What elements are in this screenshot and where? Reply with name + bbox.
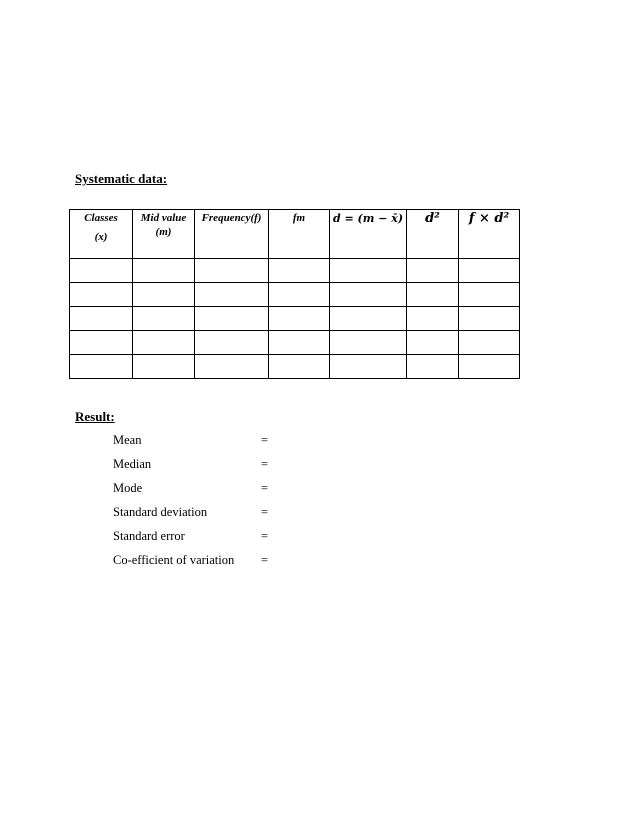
table-cell — [195, 283, 269, 307]
header-f-times-d-squared — [459, 210, 520, 259]
table-cell — [330, 283, 407, 307]
result-item-median — [113, 457, 313, 481]
result-item-coefficient-of-variation — [113, 553, 313, 577]
systematic-data-table — [69, 209, 520, 379]
header-deviation — [330, 210, 407, 259]
header-frequency — [195, 210, 269, 259]
table-cell — [195, 355, 269, 379]
equals-sign: = — [261, 433, 269, 447]
result-item-mode — [113, 481, 313, 505]
table-cell — [459, 331, 520, 355]
table-cell — [133, 331, 195, 355]
systematic-data-heading: Systematic data: — [75, 171, 168, 186]
header-fm-label: fm — [292, 212, 306, 224]
header-fm — [269, 210, 330, 259]
table-cell — [407, 283, 459, 307]
table-cell — [330, 331, 407, 355]
header-d-squared — [407, 210, 459, 259]
table-cell — [330, 307, 407, 331]
table-body — [70, 259, 520, 379]
table-cell — [133, 307, 195, 331]
header-classes-line1: Classes — [84, 212, 118, 224]
header-classes-line2: (x) — [94, 231, 108, 243]
table-cell — [195, 307, 269, 331]
table-cell — [269, 259, 330, 283]
result-label: Standard error — [113, 529, 185, 543]
header-deviation-label: d = (m − x̄) — [332, 212, 404, 225]
result-label: Standard deviation — [113, 505, 208, 519]
table-cell — [459, 283, 520, 307]
table-cell — [70, 259, 133, 283]
equals-sign: = — [261, 457, 269, 471]
table-row — [70, 283, 520, 307]
table-cell — [133, 259, 195, 283]
table-cell — [459, 259, 520, 283]
table-header-row — [70, 210, 520, 259]
table-row — [70, 331, 520, 355]
equals-sign: = — [261, 553, 269, 567]
table-cell — [133, 283, 195, 307]
table-cell — [330, 355, 407, 379]
table-cell — [195, 331, 269, 355]
table-cell — [269, 355, 330, 379]
table-row — [70, 259, 520, 283]
table-cell — [330, 259, 407, 283]
table-cell — [70, 283, 133, 307]
table-cell — [407, 307, 459, 331]
result-label: Median — [113, 457, 152, 471]
table-cell — [70, 331, 133, 355]
table-row — [70, 355, 520, 379]
result-heading: Result: — [75, 409, 115, 424]
header-mid-value — [133, 210, 195, 259]
result-list — [113, 433, 313, 577]
table-cell — [269, 331, 330, 355]
header-mid-value-line2: (m) — [155, 226, 172, 238]
table-cell — [459, 355, 520, 379]
table-cell — [269, 307, 330, 331]
header-f-times-d-squared-label: f × d² — [468, 211, 510, 226]
equals-sign: = — [261, 505, 269, 519]
result-label: Mean — [113, 433, 142, 447]
result-item-standard-deviation — [113, 505, 313, 529]
result-label: Mode — [113, 481, 143, 495]
table-cell — [133, 355, 195, 379]
equals-sign: = — [261, 481, 269, 495]
result-item-mean — [113, 433, 313, 457]
result-label: Co-efficient of variation — [113, 553, 235, 567]
header-d-squared-label: d² — [425, 211, 440, 226]
table-cell — [70, 307, 133, 331]
equals-sign: = — [261, 529, 269, 543]
result-item-standard-error — [113, 529, 313, 553]
table-cell — [407, 355, 459, 379]
table-cell — [407, 331, 459, 355]
table-row — [70, 307, 520, 331]
table-cell — [407, 259, 459, 283]
table-cell — [459, 307, 520, 331]
table-cell — [269, 283, 330, 307]
header-frequency-label: Frequency(f) — [201, 212, 262, 224]
table-cell — [195, 259, 269, 283]
header-classes — [70, 210, 133, 259]
header-mid-value-line1: Mid value — [140, 212, 187, 224]
table-cell — [70, 355, 133, 379]
